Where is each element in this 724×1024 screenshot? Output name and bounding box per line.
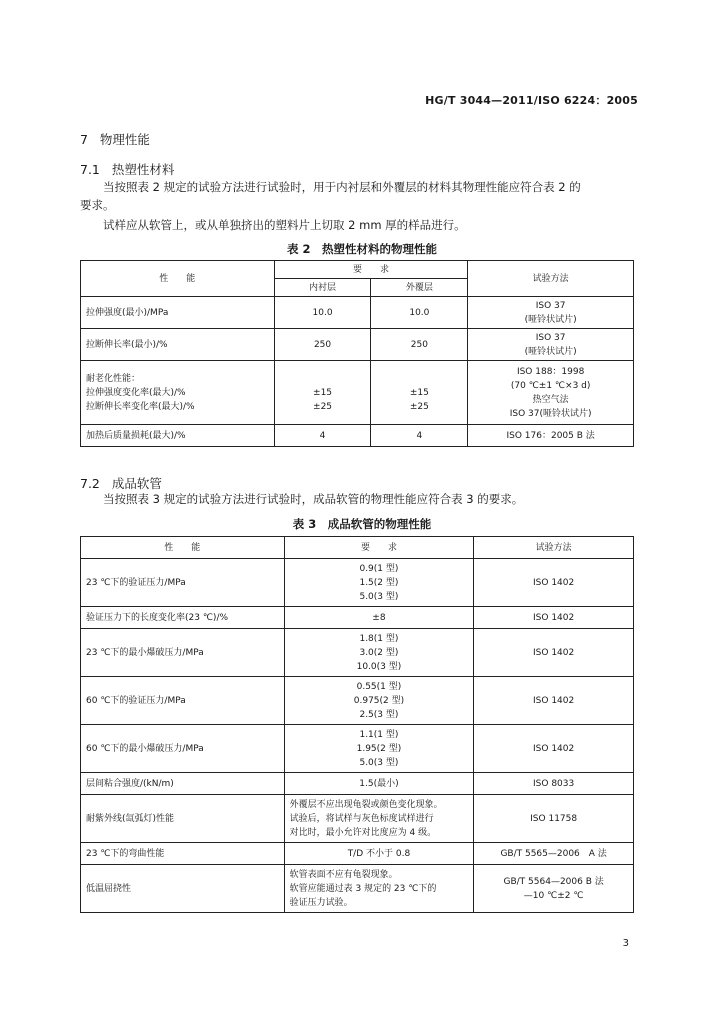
page-number: 3 (622, 938, 629, 949)
table-row (81, 425, 634, 447)
paragraph-line: 当按照表 2 规定的试验方法进行试验时，用于内衬层和外覆层的材料其物理性能应符合表 2 的 (103, 180, 581, 194)
requirement-cell (284, 559, 474, 607)
section-7-1-paragraph-2: 试样应从软管上，或从单独挤出的塑料片上切取 2 mm 厚的样品进行。 (103, 218, 466, 232)
value-line: 3.0(2 型) (359, 647, 399, 658)
method-cell: ISO 176：2005 B 法 (468, 425, 634, 447)
property-cell: 拉断伸长率(最小)/% (81, 329, 275, 361)
value-line: 5.0(3 型) (359, 757, 399, 768)
value-line: 试验后，将试样与灰色标度试样进行 (289, 813, 434, 824)
property-cell: 耐紫外线(氙弧灯)性能 (81, 795, 285, 843)
value-line: 1.1(1 型) (359, 729, 399, 740)
method-line: —10 ℃±2 ℃ (523, 890, 584, 901)
outer-value: 10.0 (371, 297, 468, 329)
outer-value (371, 361, 468, 425)
section-7-1-paragraph-1 (80, 178, 640, 214)
standard-header: HG/T 3044—2011/ISO 6224：2005 (425, 94, 638, 107)
value-line: 0.975(2 型) (353, 695, 405, 706)
value-line: ±25 (313, 401, 333, 412)
property-cell: 拉伸强度(最小)/MPa (81, 297, 275, 329)
method-cell (468, 329, 634, 361)
value-line: 2.5(3 型) (359, 709, 399, 720)
method-cell: ISO 8033 (474, 773, 634, 795)
header-requirement: 要 求 (284, 537, 474, 559)
section-title: 物理性能 (99, 132, 150, 147)
outer-value: 4 (371, 425, 468, 447)
header-property: 性 能 (81, 261, 275, 297)
property-cell: 加热后质量损耗(最大)/% (81, 425, 275, 447)
method-line: GB/T 5564—2006 B 法 (503, 876, 604, 887)
inner-value: 10.0 (274, 297, 371, 329)
table-row (81, 843, 634, 865)
table-row (81, 677, 634, 725)
value-line: 软管应能通过表 3 规定的 23 ℃下的 (289, 883, 437, 894)
method-line: 热空气法 (532, 394, 569, 405)
method-cell (468, 297, 634, 329)
inner-value: 4 (274, 425, 371, 447)
value-line: 0.9(1 型) (359, 563, 399, 574)
method-cell: ISO 1402 (474, 725, 634, 773)
method-line: ISO 188：1998 (516, 366, 585, 377)
method-cell: ISO 1402 (474, 677, 634, 725)
inner-value: 250 (274, 329, 371, 361)
table-row (81, 361, 634, 425)
table-3-caption: 表 3 成品软管的物理性能 (292, 517, 432, 531)
inner-value (274, 361, 371, 425)
table-row (81, 329, 634, 361)
property-cell: 23 ℃下的弯曲性能 (81, 843, 285, 865)
value-line: 对比时，最小允许对比度应为 4 级。 (289, 827, 437, 838)
value-line: 1.5(2 型) (359, 577, 399, 588)
property-cell: 23 ℃下的最小爆破压力/MPa (81, 629, 285, 677)
section-number: 7.1 (80, 162, 100, 177)
method-cell (468, 361, 634, 425)
method-line: (70 ℃±1 ℃×3 d) (510, 380, 591, 391)
paragraph-line: 要求。 (80, 198, 115, 212)
value-line: 外覆层不应出现龟裂或颜色变化现象。 (289, 799, 443, 810)
method-cell: GB/T 5565—2006 A 法 (474, 843, 634, 865)
method-line: ISO 37(哑铃状试片) (509, 408, 592, 419)
method-cell: ISO 1402 (474, 629, 634, 677)
table-row (81, 629, 634, 677)
property-line: 拉伸强度变化率(最大)/% (86, 387, 186, 398)
section-title: 成品软管 (111, 476, 162, 491)
header-outer-cover: 外覆层 (371, 279, 468, 297)
property-cell: 60 ℃下的最小爆破压力/MPa (81, 725, 285, 773)
header-inner-layer: 内衬层 (274, 279, 371, 297)
requirement-cell: T/D 不小于 0.8 (284, 843, 474, 865)
table-row (81, 773, 634, 795)
property-line: 拉断伸长率变化率(最大)/% (86, 401, 195, 412)
table-3 (80, 536, 634, 913)
section-number: 7.2 (80, 476, 100, 491)
table-row (81, 795, 634, 843)
method-cell (474, 865, 634, 913)
header-requirement: 要 求 (274, 261, 468, 279)
table-3-header-row (81, 537, 634, 559)
value-line: ±25 (409, 401, 429, 412)
property-cell: 验证压力下的长度变化率(23 ℃)/% (81, 607, 285, 629)
method-line: ISO 37 (535, 300, 566, 311)
requirement-cell (284, 795, 474, 843)
method-cell: ISO 1402 (474, 559, 634, 607)
method-line: (哑铃状试片) (524, 346, 577, 357)
table-2-header-row (81, 261, 634, 279)
requirement-cell (284, 725, 474, 773)
value-line: 0.55(1 型) (356, 681, 402, 692)
value-line: 验证压力试验。 (289, 897, 353, 908)
property-cell: 层间粘合强度/(kN/m) (81, 773, 285, 795)
requirement-cell (284, 677, 474, 725)
value-line: 1.8(1 型) (359, 633, 399, 644)
section-number: 7 (80, 132, 88, 147)
requirement-cell (284, 629, 474, 677)
table-2 (80, 260, 634, 447)
table-row (81, 725, 634, 773)
property-cell: 23 ℃下的验证压力/MPa (81, 559, 285, 607)
table-row (81, 559, 634, 607)
value-line: 软管表面不应有龟裂现象。 (289, 869, 398, 880)
requirement-cell: 1.5(最小) (284, 773, 474, 795)
table-2-caption: 表 2 热塑性材料的物理性能 (286, 242, 437, 256)
value-line: 10.0(3 型) (356, 661, 402, 672)
value-line: ±15 (313, 387, 333, 398)
section-title: 热塑性材料 (111, 162, 175, 177)
value-line: ±15 (409, 387, 429, 398)
header-test-method: 试验方法 (468, 261, 634, 297)
property-cell: 60 ℃下的验证压力/MPa (81, 677, 285, 725)
value-line: 5.0(3 型) (359, 591, 399, 602)
value-line: 1.95(2 型) (356, 743, 402, 754)
method-line: (哑铃状试片) (524, 314, 577, 325)
outer-value: 250 (371, 329, 468, 361)
property-line: 耐老化性能： (86, 373, 141, 384)
table-row (81, 297, 634, 329)
header-test-method: 试验方法 (474, 537, 634, 559)
table-row (81, 865, 634, 913)
method-line: ISO 37 (535, 332, 566, 343)
section-7-2-paragraph: 当按照表 3 规定的试验方法进行试验时，成品软管的物理性能应符合表 3 的要求。 (103, 492, 524, 506)
requirement-cell: ±8 (284, 607, 474, 629)
header-property: 性 能 (81, 537, 285, 559)
property-cell (81, 361, 275, 425)
section-7-heading (80, 130, 150, 148)
method-cell: ISO 1402 (474, 607, 634, 629)
property-cell: 低温屈挠性 (81, 865, 285, 913)
section-7-1-heading (80, 160, 174, 178)
method-cell: ISO 11758 (474, 795, 634, 843)
requirement-cell (284, 865, 474, 913)
table-row (81, 607, 634, 629)
